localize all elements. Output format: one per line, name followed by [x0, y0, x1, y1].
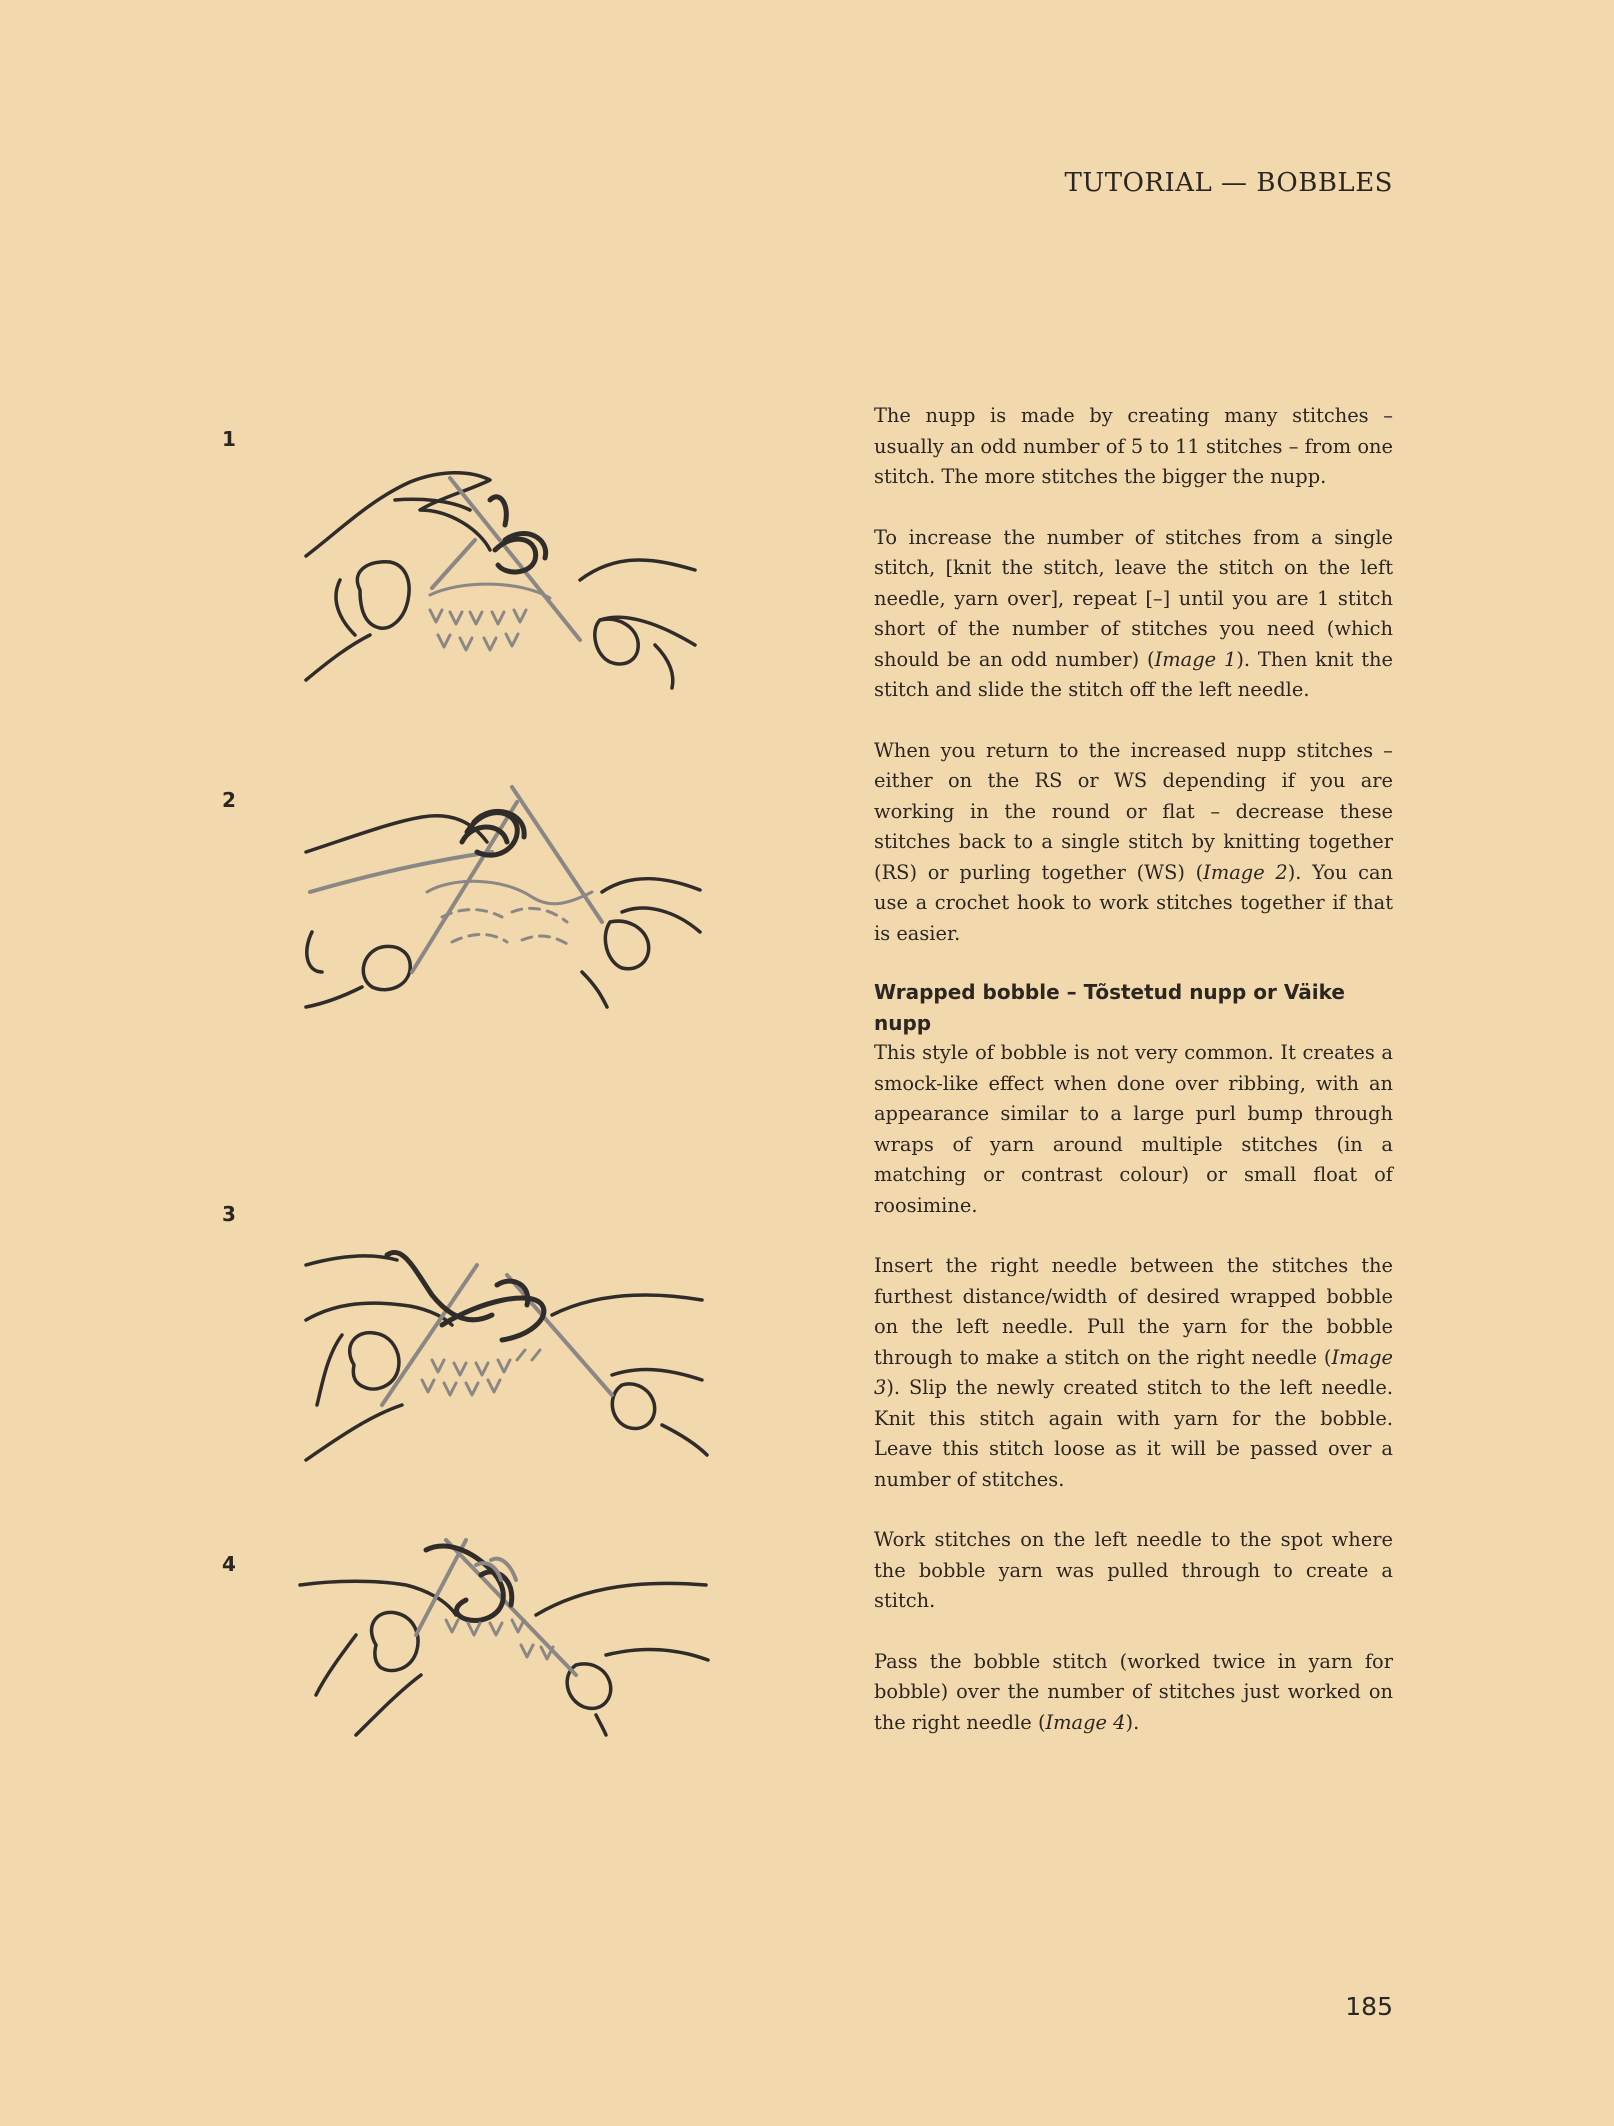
figure-number-4: 4	[222, 1552, 236, 1576]
running-head: TUTORIAL — BOBBLES	[1064, 168, 1393, 198]
paragraph-decrease	[874, 736, 1393, 950]
figure-3-illustration	[302, 1245, 712, 1460]
paragraph-insert-needle	[874, 1251, 1393, 1495]
paragraph-pass-bobble-text-end: ).	[1125, 1710, 1140, 1734]
paragraph-pass-bobble	[874, 1647, 1393, 1739]
paragraph-increase	[874, 523, 1393, 706]
figure-number-1: 1	[222, 427, 236, 451]
figure-number-3: 3	[222, 1202, 236, 1226]
paragraph-insert-needle-text: Insert the right needle between the stitches the furthest distance/width of desired wrapped bobble on the left needle. Pull the yarn for the bobble through to make a stitch on the right needle (	[874, 1254, 1393, 1369]
paragraph-decrease-text: When you return to the increased nupp stitches – either on the RS or WS depending if you are working in the round or flat – decrease these stitches back to a single stitch by knitting together (RS) or purling together (WS) (	[874, 738, 1393, 884]
paragraph-nupp-intro: The nupp is made by creating many stitches – usually an odd number of 5 to 11 stitches – from one stitch. The more stitches the bigger the nupp.	[874, 404, 1393, 488]
section-subheading: Wrapped bobble – Tõstetud nupp or Väike nupp	[874, 980, 1345, 1035]
paragraph-work-stitches: Work stitches on the left needle to the spot where the bobble yarn was pulled through to create a stitch.	[874, 1528, 1393, 1612]
paragraph-decrease-text-end: ). You can use a crochet hook to work stitches together if that is easier.	[874, 860, 1393, 945]
image-ref-1: Image 1	[1154, 647, 1237, 671]
figure-2-illustration	[302, 782, 702, 1012]
paragraph-insert-needle-text-end: ). Slip the newly created stitch to the left needle. Knit this stitch again with yarn for the bobble. Leave this stitch loose as it will be passed over a number of stitches.	[874, 1376, 1393, 1491]
figure-4-illustration	[296, 1535, 711, 1735]
image-ref-2: Image 2	[1203, 860, 1288, 884]
image-ref-3: Image 3	[874, 1345, 1393, 1399]
body-text-column	[874, 401, 1393, 1738]
paragraph-increase-text-end: ). Then knit the stitch and slide the stitch off the left needle.	[874, 647, 1394, 701]
page-number: 185	[1345, 1992, 1393, 2021]
image-ref-4: Image 4	[1045, 1710, 1126, 1734]
paragraph-wrapped-bobble: This style of bobble is not very common. It creates a smock-like effect when done over ribbing, with an appearance similar to a large purl bump through wraps of yarn around multiple stitches (in a matching or contrast colour) or small float of roosimine.	[874, 1041, 1393, 1217]
paragraph-pass-bobble-text: Pass the bobble stitch (worked twice in yarn for bobble) over the number of stitches just worked on the right needle (	[874, 1649, 1393, 1734]
figure-1-illustration	[300, 470, 700, 690]
figure-number-2: 2	[222, 788, 236, 812]
paragraph-increase-text: To increase the number of stitches from a single stitch, [knit the stitch, leave the stitch on the left needle, yarn over], repeat [–] until you are 1 stitch short of the number of stitches you need (which should be an odd number) (	[874, 525, 1393, 671]
